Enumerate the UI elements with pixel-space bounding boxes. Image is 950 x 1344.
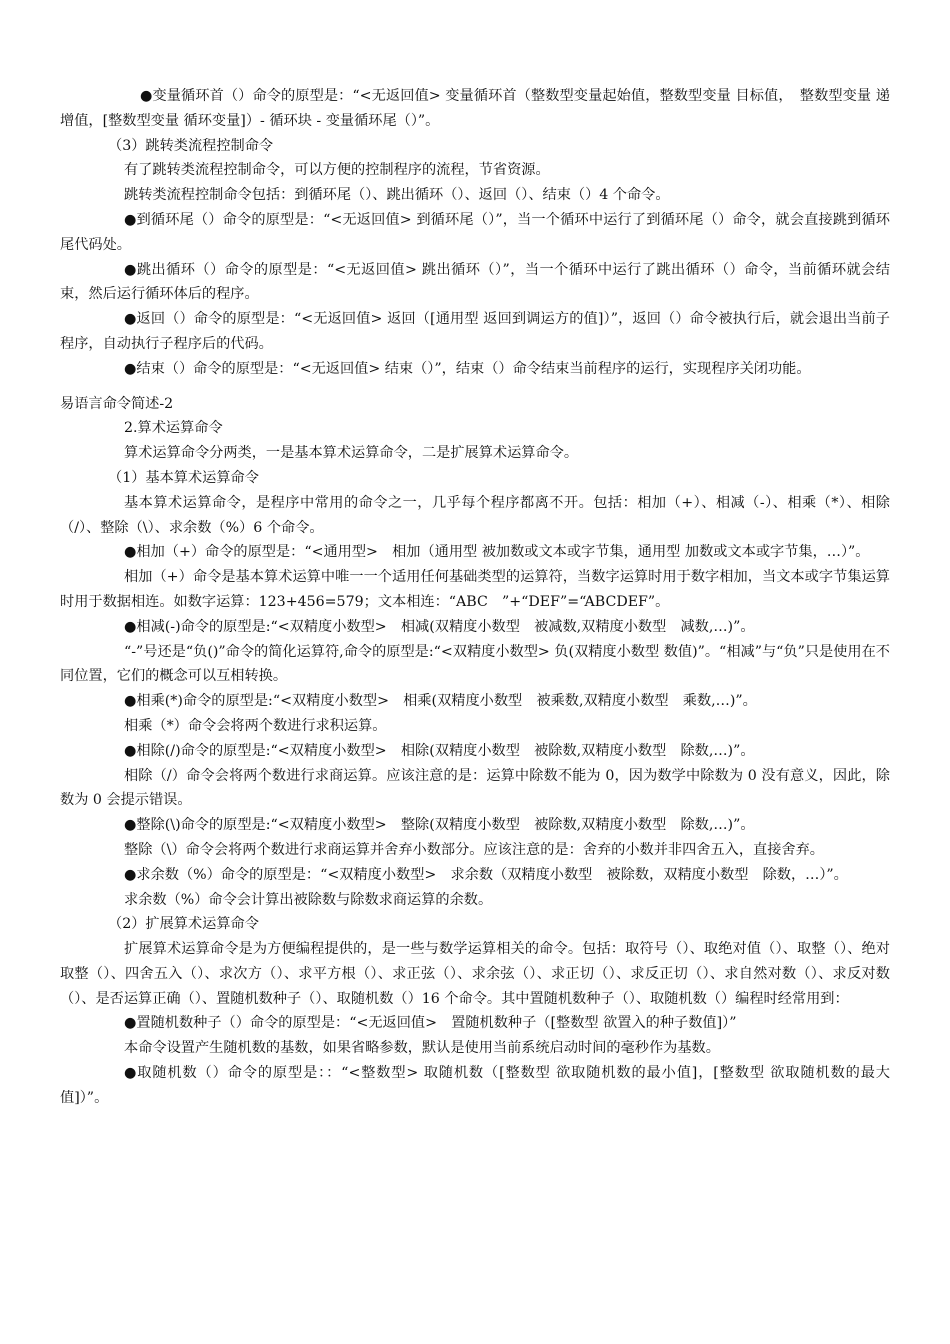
paragraph-extended-arithmetic-intro: 扩展算术运算命令是为方便编程提供的，是一些与数学运算相关的命令。包括：取符号（）、取绝对值（）、取整（）、绝对取整（）、四舍五入（）、求次方（）、求平方根（）、求正弦（）、求余弦（）、求正切（）、求反正切（）、求自然对数（）、求反对数（）、是否运算正确（）、置随机数种子（）、取随机数（）16 个命令。其中置随机数种子（）、取随机数（）编程时经常用到： <box>60 941 890 1007</box>
paragraph-jump-commands-list: 跳转类流程控制命令包括：到循环尾（）、跳出循环（）、返回（）、结束（）4 个命令。 <box>124 187 670 204</box>
paragraph-basic-arithmetic-intro: 基本算术运算命令，是程序中常用的命令之一，几乎每个程序都离不开。包括：相加（+）、相减（-）、相乘（*）、相除（/）、整除（\）、求余数（%）6 个命令。 <box>60 494 890 536</box>
paragraph-random-seed-description: 本命令设置产生随机数的基数，如果省略参数，默认是使用当前系统启动时间的毫秒作为基数。 <box>124 1040 720 1057</box>
document-subtitle: 易语言命令简述-2 <box>60 395 174 412</box>
paragraph-add-prototype: ●相加（+）命令的原型是：“<通用型> 相加（通用型 被加数或文本或字节集，通用型 加数或文本或字节集，…）”。 <box>124 544 870 561</box>
paragraph-multiply-description: 相乘（*）命令会将两个数进行求积运算。 <box>124 717 387 734</box>
section-heading-jump-control: （3）跳转类流程控制命令 <box>108 137 274 154</box>
section-heading-arithmetic: 2.算术运算命令 <box>124 420 223 437</box>
document-body <box>60 84 890 1111</box>
paragraph-add-description: 相加（+）命令是基本算术运算中唯一一个适用任何基础类型的运算符，当数字运算时用于数字相加，当文本或字节集运算时用于数据相连。如数字运算：123+456=579；文本相连：“ABC ”+“DEF”=“ABCDEF”。 <box>60 569 890 610</box>
paragraph-int-divide-prototype: ●整除(\)命令的原型是:“<双精度小数型> 整除(双精度小数型 被除数,双精度小数型 除数,…)”。 <box>124 817 755 834</box>
paragraph-modulo-description: 求余数（%）命令会计算出被除数与除数求商运算的余数。 <box>124 891 493 908</box>
paragraph-return: ●返回（）命令的原型是：“<无返回值> 返回（[通用型 返回到调运方的值]）”，返回（）命令被执行后，就会退出当前子程序，自动执行子程序后的代码。 <box>60 311 890 352</box>
section-heading-extended-arithmetic: （2）扩展算术运算命令 <box>108 916 259 933</box>
paragraph-variable-loop-prototype: ●变量循环首（）命令的原型是：“<无返回值> 变量循环首（整数型变量起始值，整数型变量 目标值， 整数型变量 递增值，[整数型变量 循环变量]）- 循环块 - 变量循环尾（）”。 <box>60 88 890 129</box>
paragraph-to-loop-end: ●到循环尾（）命令的原型是：“<无返回值> 到循环尾（）”，当一个循环中运行了到循环尾（）命令，就会直接跳到循环尾代码处。 <box>60 211 890 253</box>
section-heading-basic-arithmetic: （1）基本算术运算命令 <box>108 469 259 486</box>
paragraph-subtract-prototype: ●相减(-)命令的原型是:“<双精度小数型> 相减(双精度小数型 被减数,双精度小数型 减数,…)”。 <box>124 618 755 635</box>
paragraph-random-seed-prototype: ●置随机数种子（）命令的原型是：“<无返回值> 置随机数种子（[整数型 欲置入的种子数值]）” <box>124 1015 737 1032</box>
paragraph-modulo-prototype: ●求余数（%）命令的原型是：“<双精度小数型> 求余数（双精度小数型 被除数，双精度小数型 除数，…）”。 <box>124 866 848 883</box>
paragraph-divide-description: 相除（/）命令会将两个数进行求商运算。应该注意的是：运算中除数不能为 0，因为数学中除数为 0 没有意义，因此，除数为 0 会提示错误。 <box>60 767 890 809</box>
paragraph-negate-description: “-”号还是“负()”命令的简化运算符,命令的原型是:“<双精度小数型> 负(双精度小数型 数值)”。“相减”与“负”只是使用在不同位置，它们的概念可以互相转换。 <box>60 643 890 685</box>
paragraph-random-number-prototype: ●取随机数（）命令的原型是：：“<整数型> 取随机数（[整数型 欲取随机数的最小值]，[整数型 欲取随机数的最大值]）”。 <box>60 1065 890 1106</box>
paragraph-divide-prototype: ●相除(/)命令的原型是:“<双精度小数型> 相除(双精度小数型 被除数,双精度小数型 除数,…)”。 <box>124 742 755 759</box>
paragraph-arithmetic-intro: 算术运算命令分两类，一是基本算术运算命令，二是扩展算术运算命令。 <box>124 445 579 462</box>
paragraph-multiply-prototype: ●相乘(*)命令的原型是:“<双精度小数型> 相乘(双精度小数型 被乘数,双精度小数型 乘数,…)”。 <box>124 693 757 710</box>
paragraph-end: ●结束（）命令的原型是：“<无返回值> 结束（）”，结束（）命令结束当前程序的运行，实现程序关闭功能。 <box>124 360 811 377</box>
paragraph-break-loop: ●跳出循环（）命令的原型是：“<无返回值> 跳出循环（）”，当一个循环中运行了跳出循环（）命令，当前循环就会结束，然后运行循环体后的程序。 <box>60 261 890 303</box>
paragraph-int-divide-description: 整除（\）命令会将两个数进行求商运算并舍弃小数部分。应该注意的是：舍弃的小数并非四舍五入，直接舍弃。 <box>124 841 824 858</box>
paragraph-jump-intro: 有了跳转类流程控制命令，可以方便的控制程序的流程，节省资源。 <box>124 162 550 179</box>
